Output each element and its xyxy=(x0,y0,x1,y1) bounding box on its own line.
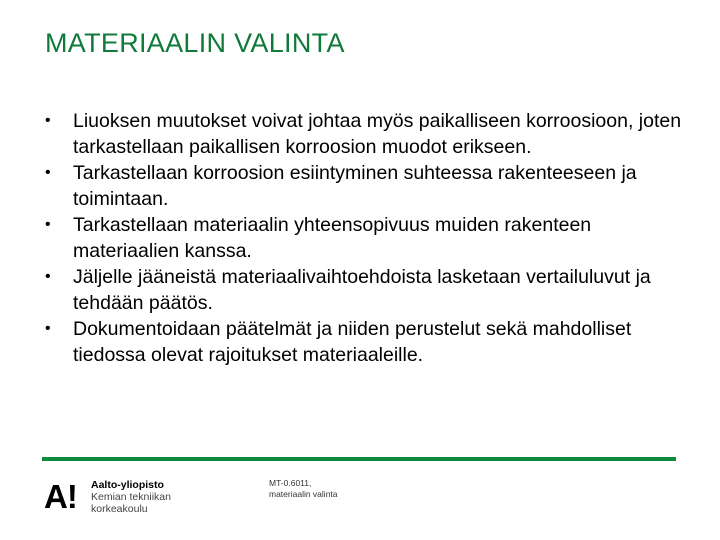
footer-note xyxy=(269,478,338,500)
bullet-text: Tarkastellaan korroosion esiintyminen suhteessa rakenteeseen ja toimintaan. xyxy=(73,162,637,210)
logo-university: Aalto-yliopisto xyxy=(91,479,164,491)
bullet-icon: • xyxy=(45,268,51,285)
bullet-item xyxy=(45,316,685,368)
bullet-icon: • xyxy=(45,164,51,181)
bullet-icon: • xyxy=(45,112,51,129)
bullet-text: Liuoksen muutokset voivat johtaa myös paikalliseen korroosioon, joten tarkastellaan paikallisen korroosion muodot erikseen. xyxy=(73,110,682,158)
slide-title: MATERIAALIN VALINTA xyxy=(45,28,345,58)
logo-mark-icon: A! xyxy=(44,478,77,515)
logo-school-line2: korkeakoulu xyxy=(91,503,148,515)
bullet-item xyxy=(45,160,685,212)
bullet-item xyxy=(45,108,685,160)
bullet-text: Tarkastellaan materiaalin yhteensopivuus muiden rakenteen materiaalien kanssa. xyxy=(73,214,592,262)
logo-text xyxy=(91,479,171,515)
aalto-logo xyxy=(44,478,184,518)
course-code: MT-0.6011, xyxy=(269,478,312,488)
bullet-icon: • xyxy=(45,216,51,233)
footer-divider xyxy=(42,457,676,461)
bullet-text: Dokumentoidaan päätelmät ja niiden perustelut sekä mahdolliset tiedossa olevat rajoitukset materiaaleille. xyxy=(73,318,632,366)
footer-topic: materiaalin valinta xyxy=(269,489,338,499)
bullet-item xyxy=(45,212,685,264)
bullet-text: Jäljelle jääneistä materiaalivaihtoehdoista lasketaan vertailuluvut ja tehdään päätös. xyxy=(73,266,651,314)
bullet-icon: • xyxy=(45,320,51,337)
logo-school-line1: Kemian tekniikan xyxy=(91,491,171,503)
bullet-item xyxy=(45,264,685,316)
bullet-list xyxy=(45,108,685,368)
